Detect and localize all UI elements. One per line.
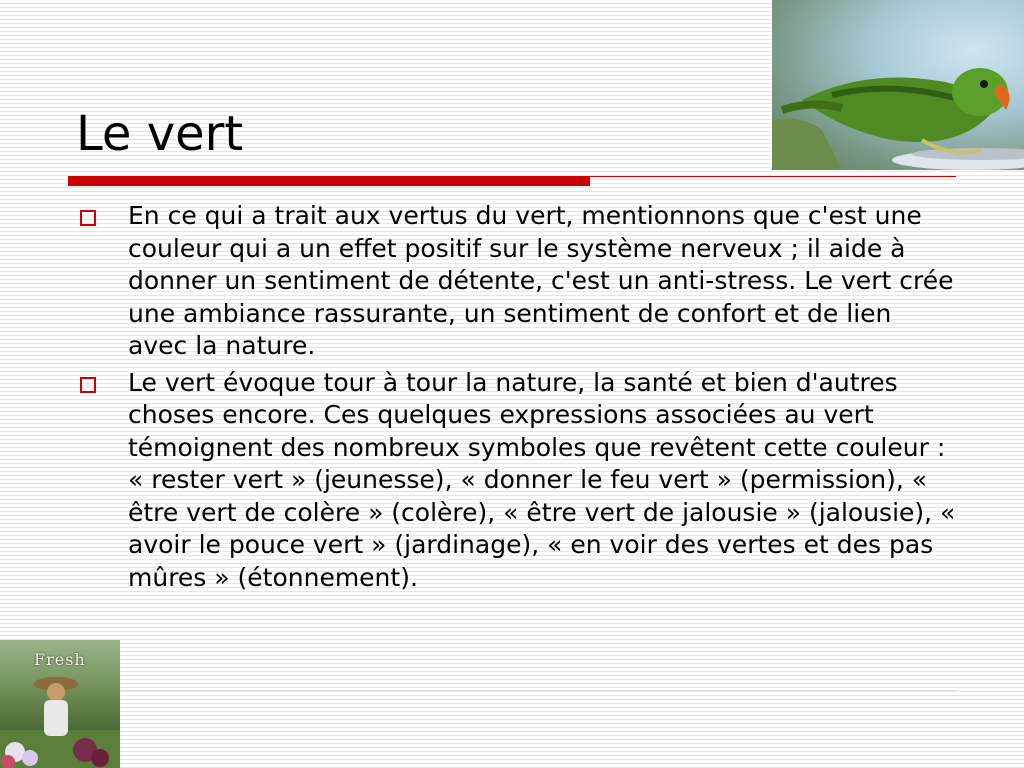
slide-title: Le vert <box>76 106 244 162</box>
parrot-illustration <box>772 0 1024 170</box>
fresh-photo <box>0 640 120 768</box>
fresh-label: Fresh <box>34 650 86 669</box>
bullet-list <box>76 200 956 594</box>
title-underline-thin <box>590 176 956 177</box>
footer-divider <box>120 690 956 691</box>
bullet-text: En ce qui a trait aux vertus du vert, mentionnons que c'est une couleur qui a un effet positif sur le système nerveux ; il aide à donner un sentiment de détente, c'est un anti-stress. Le vert crée une ambiance rassurante, un sentiment de confort et de lien avec la nature. <box>128 201 954 360</box>
bullet-text: Le vert évoque tour à tour la nature, la santé et bien d'autres choses encore. Ces quelques expressions associées au vert témoignent des nombreux symboles que revêtent cette couleur : « rester vert » (jeunesse), « donner le feu vert » (permission), « être vert de colère » (colère), « être vert de jalousie » (jalousie), « avoir le pouce vert » (jardinage), « en voir des vertes et des pas mûres » (étonnement). <box>128 367 956 592</box>
slide-body <box>76 200 956 598</box>
square-bullet-icon <box>80 377 96 393</box>
bullet-item <box>76 200 956 363</box>
parrot-photo <box>772 0 1024 170</box>
title-underline-red <box>68 176 590 186</box>
bullet-item <box>76 367 956 595</box>
square-bullet-icon <box>80 210 96 226</box>
